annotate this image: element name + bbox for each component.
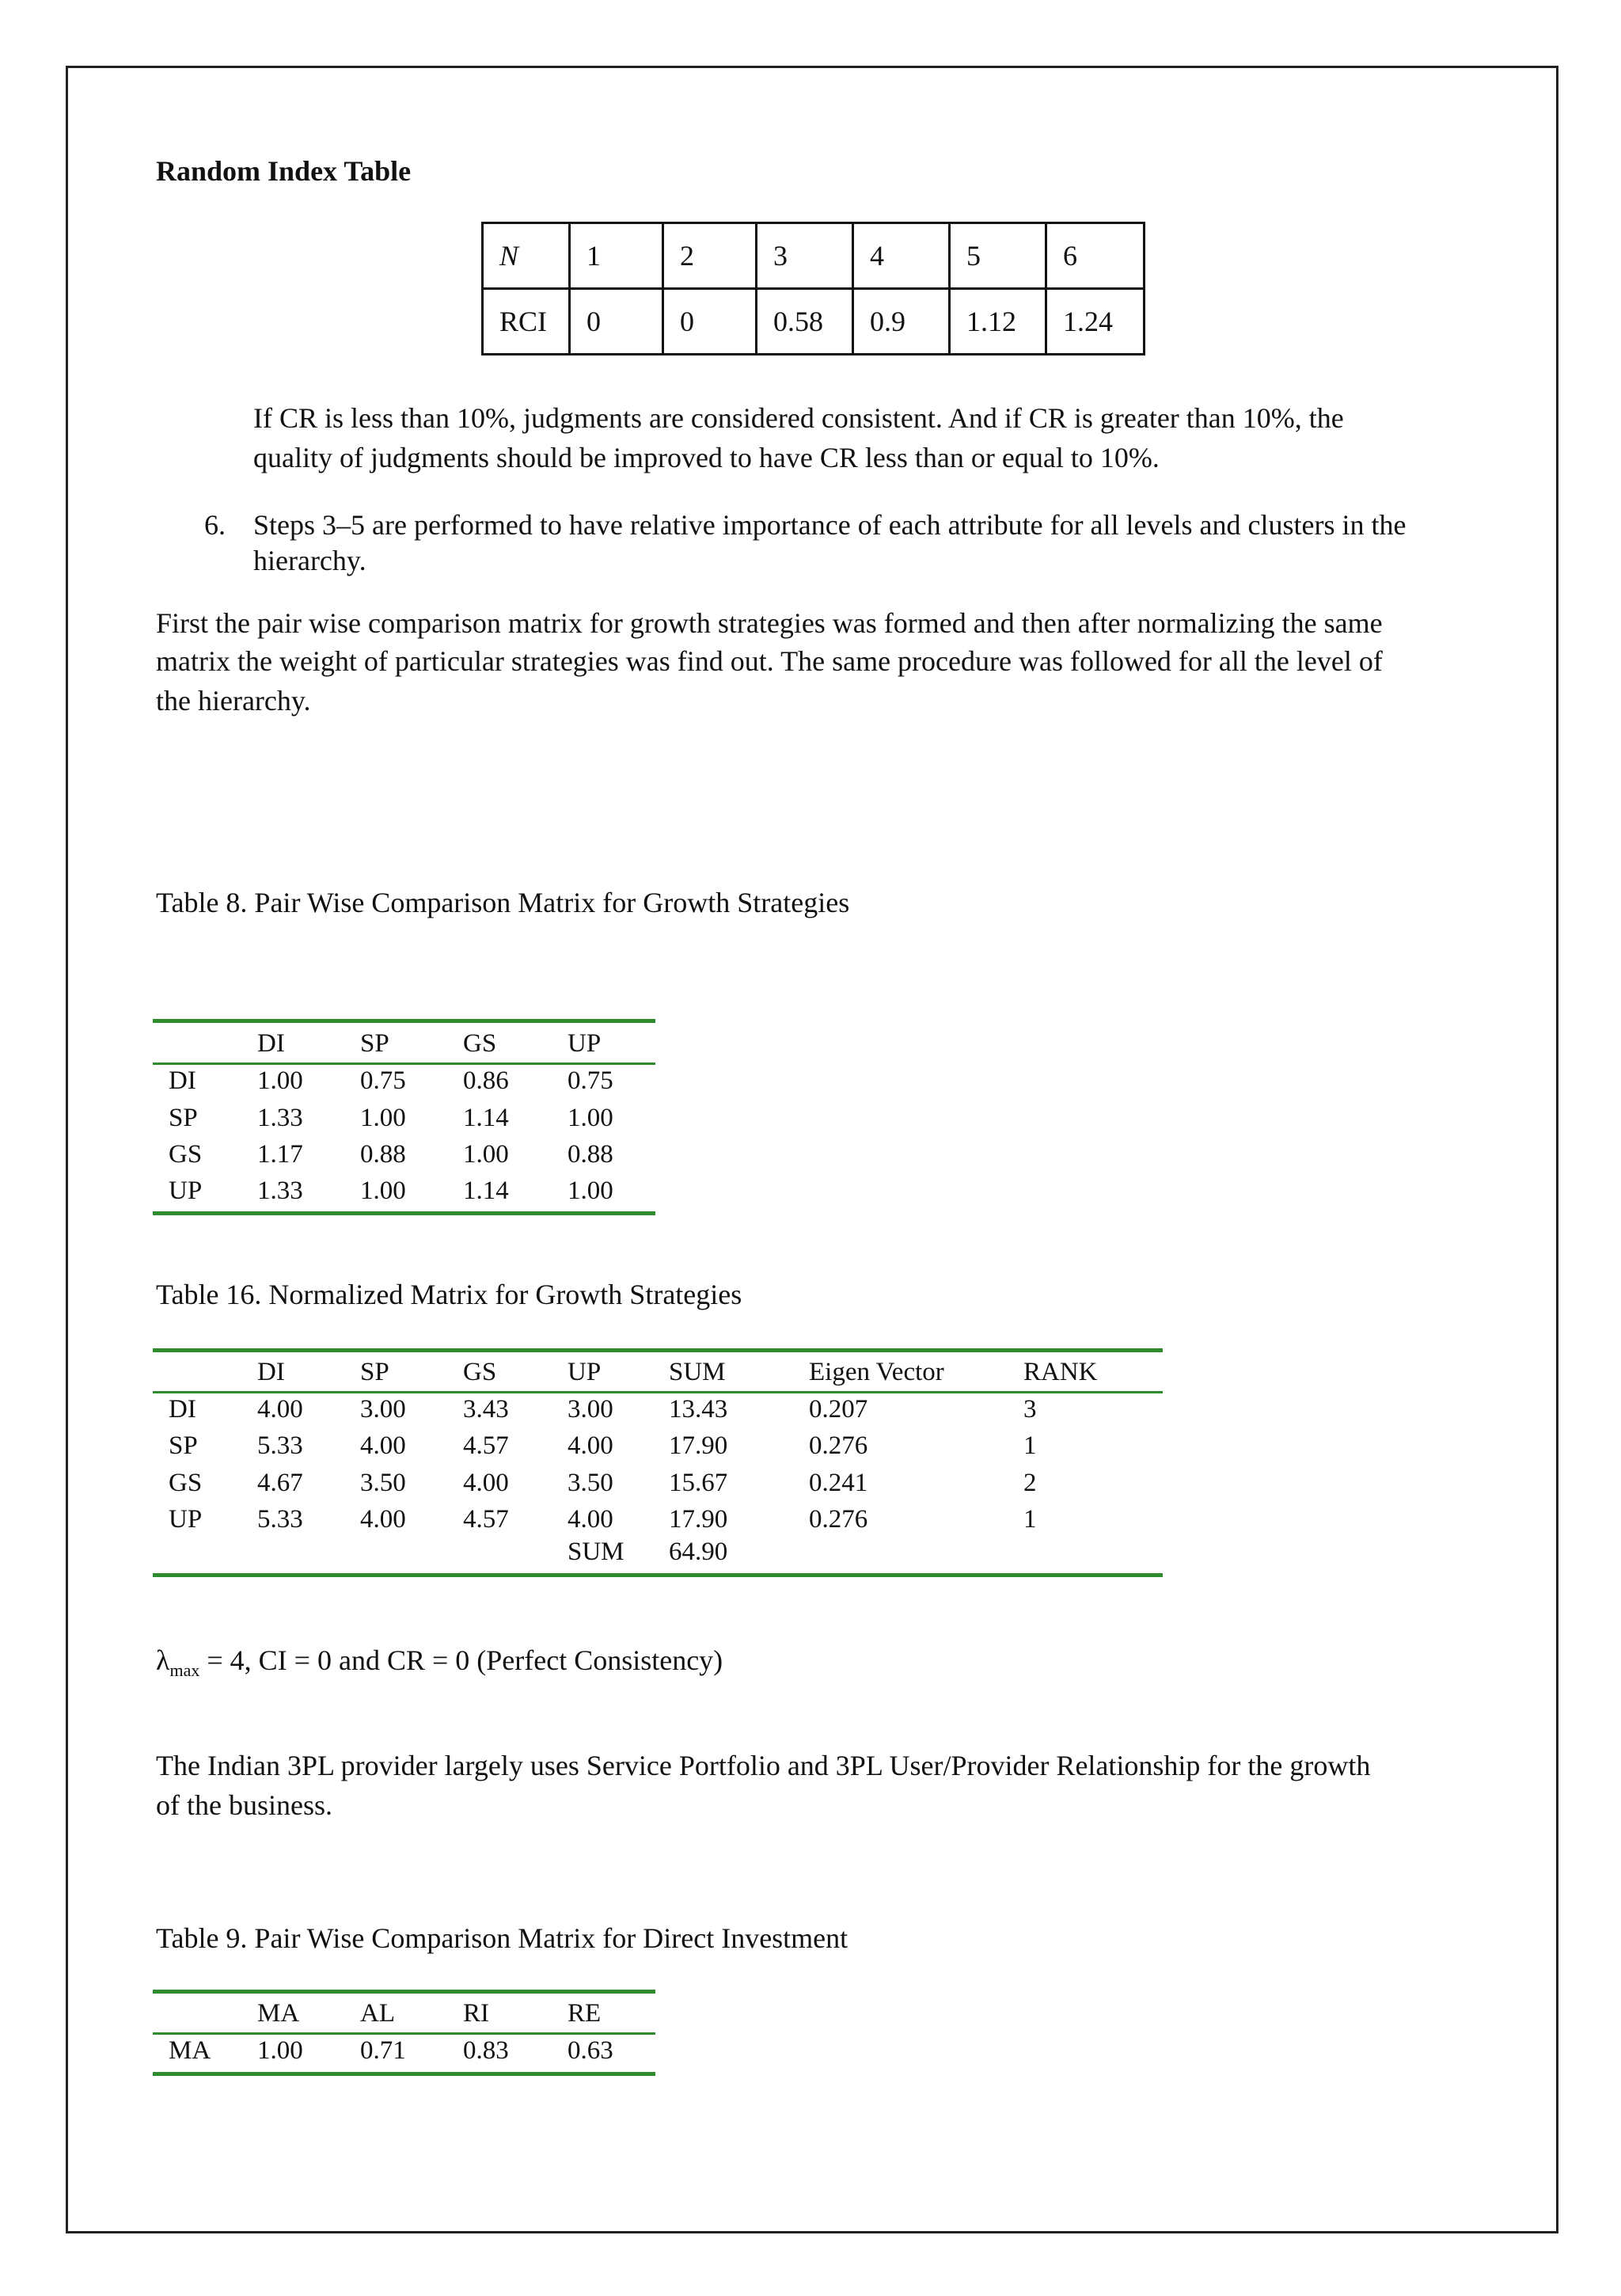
table-cell: 17.90 [669, 1505, 728, 1534]
table-rule [153, 1990, 655, 1994]
table-cell: N [483, 223, 570, 289]
table-cell: 1 [1023, 1505, 1037, 1534]
table-cell: 15.67 [669, 1469, 728, 1497]
column-header: MA [257, 1999, 300, 2028]
table-cell: 1.00 [360, 1104, 406, 1132]
table-cell: 4.00 [257, 1395, 303, 1424]
row-label: UP [169, 1177, 203, 1205]
table-cell: 1.17 [257, 1140, 303, 1169]
row-label: UP [169, 1505, 203, 1534]
column-header: GS [463, 1029, 497, 1058]
column-header: DI [257, 1358, 285, 1386]
table-cell: 2 [1023, 1469, 1037, 1497]
table-cell: 0.276 [809, 1431, 868, 1460]
table-cell: 1.00 [257, 1066, 303, 1095]
table-cell: 0.75 [568, 1066, 613, 1095]
first-paragraph-line-2: matrix the weight of particular strategies was find out. The same procedure was followed for all the level of [156, 645, 1383, 677]
table-cell: 0.88 [360, 1140, 406, 1169]
indian-paragraph-line-2: of the business. [156, 1789, 332, 1821]
table-cell: 3.50 [360, 1469, 406, 1497]
row-label: GS [169, 1140, 203, 1169]
first-paragraph-line-3: the hierarchy. [156, 685, 311, 717]
table-cell: 4.00 [463, 1469, 509, 1497]
row-label: DI [169, 1066, 196, 1095]
table-rule [153, 2072, 655, 2076]
column-header: UP [568, 1358, 602, 1386]
table-cell: 4.57 [463, 1431, 509, 1460]
table-cell: 1.00 [568, 1177, 613, 1205]
step-number: 6. [204, 509, 226, 541]
column-header: SP [360, 1029, 389, 1058]
table-cell: 3 [757, 223, 853, 289]
column-header: SUM [669, 1358, 726, 1386]
table-cell: 0.58 [757, 289, 853, 355]
table-cell: 1.00 [360, 1177, 406, 1205]
table-cell: 5.33 [257, 1431, 303, 1460]
table-cell: 1.00 [257, 2036, 303, 2065]
table-cell: 4.67 [257, 1469, 303, 1497]
first-paragraph-line-1: First the pair wise comparison matrix for growth strategies was formed and then after normalizing the same [156, 607, 1383, 639]
sum-label: SUM [568, 1538, 624, 1566]
table-cell: 4.00 [360, 1431, 406, 1460]
table-cell: 3.43 [463, 1395, 509, 1424]
table-rule [153, 1348, 1163, 1352]
table-cell: 1.24 [1046, 289, 1145, 355]
table-8-caption: Table 8. Pair Wise Comparison Matrix for Growth Strategies [156, 887, 850, 918]
table-cell: 1 [570, 223, 663, 289]
cr-paragraph-line-2: quality of judgments should be improved to have CR less than or equal to 10%. [253, 442, 1160, 473]
row-label: DI [169, 1395, 196, 1424]
step-6-line-2: hierarchy. [253, 545, 366, 576]
table-cell: 1.00 [463, 1140, 509, 1169]
column-header: DI [257, 1029, 285, 1058]
table-cell: 13.43 [669, 1395, 728, 1424]
column-header: RANK [1023, 1358, 1098, 1386]
table-cell: 1 [1023, 1431, 1037, 1460]
table-cell: 0.75 [360, 1066, 406, 1095]
table-cell: 3.00 [360, 1395, 406, 1424]
table-cell: 1.00 [568, 1104, 613, 1132]
table-cell: 1.14 [463, 1104, 509, 1132]
table-cell: 0 [570, 289, 663, 355]
column-header: GS [463, 1358, 497, 1386]
table-cell: 5.33 [257, 1505, 303, 1534]
lambda-text: = 4, CI = 0 and CR = 0 (Perfect Consistency) [199, 1644, 723, 1676]
table-cell: 4.00 [568, 1431, 613, 1460]
table-9-caption: Table 9. Pair Wise Comparison Matrix for Direct Investment [156, 1922, 848, 1954]
table-cell: 0.276 [809, 1505, 868, 1534]
table-cell: 0.88 [568, 1140, 613, 1169]
table-cell: 0.86 [463, 1066, 509, 1095]
table-rule [153, 1391, 1163, 1393]
table-cell: 4 [853, 223, 950, 289]
table-cell: 3.00 [568, 1395, 613, 1424]
table-cell: 3.50 [568, 1469, 613, 1497]
table-cell: 17.90 [669, 1431, 728, 1460]
table-cell: 4.00 [568, 1505, 613, 1534]
table-cell: 6 [1046, 223, 1145, 289]
table-row [483, 223, 1145, 289]
table-cell: 4.00 [360, 1505, 406, 1534]
indian-paragraph-line-1: The Indian 3PL provider largely uses Service Portfolio and 3PL User/Provider Relationship for the growth [156, 1750, 1371, 1781]
column-header: Eigen Vector [809, 1358, 944, 1386]
row-label: MA [169, 2036, 211, 2065]
table-cell: 2 [663, 223, 757, 289]
row-label: SP [169, 1431, 198, 1460]
column-header: SP [360, 1358, 389, 1386]
table-cell: 0.207 [809, 1395, 868, 1424]
cr-paragraph-line-1: If CR is less than 10%, judgments are considered consistent. And if CR is greater than 10%, the [253, 402, 1344, 434]
column-header: RE [568, 1999, 602, 2028]
table-row [483, 289, 1145, 355]
table-cell: 0.9 [853, 289, 950, 355]
table-cell: 0.63 [568, 2036, 613, 2065]
table-cell: RCI [483, 289, 570, 355]
column-header: AL [360, 1999, 395, 2028]
row-label: GS [169, 1469, 203, 1497]
table-cell: 4.57 [463, 1505, 509, 1534]
lambda-symbol: λ [156, 1644, 170, 1676]
table-16-caption: Table 16. Normalized Matrix for Growth Strategies [156, 1279, 742, 1310]
table-cell: 1.14 [463, 1177, 509, 1205]
table-cell: 1.12 [950, 289, 1046, 355]
step-6-line-1: Steps 3–5 are performed to have relative importance of each attribute for all levels and clusters in the [253, 509, 1407, 541]
table-cell: 3 [1023, 1395, 1037, 1424]
table-cell: 0 [663, 289, 757, 355]
table-rule [153, 1019, 655, 1023]
table-cell: 1.33 [257, 1177, 303, 1205]
random-index-heading: Random Index Table [156, 155, 412, 187]
sum-value: 64.90 [669, 1538, 728, 1566]
table-rule [153, 1211, 655, 1215]
table-cell: 0.241 [809, 1469, 868, 1497]
lambda-line [156, 1640, 723, 1690]
lambda-subscript: max [169, 1660, 200, 1680]
row-label: SP [169, 1104, 198, 1132]
table-cell: 1.33 [257, 1104, 303, 1132]
table-cell: 5 [950, 223, 1046, 289]
column-header: UP [568, 1029, 602, 1058]
table-cell: 0.83 [463, 2036, 509, 2065]
table-rule [153, 1573, 1163, 1577]
column-header: RI [463, 1999, 489, 2028]
random-index-table [481, 222, 1145, 355]
table-cell: 0.71 [360, 2036, 406, 2065]
